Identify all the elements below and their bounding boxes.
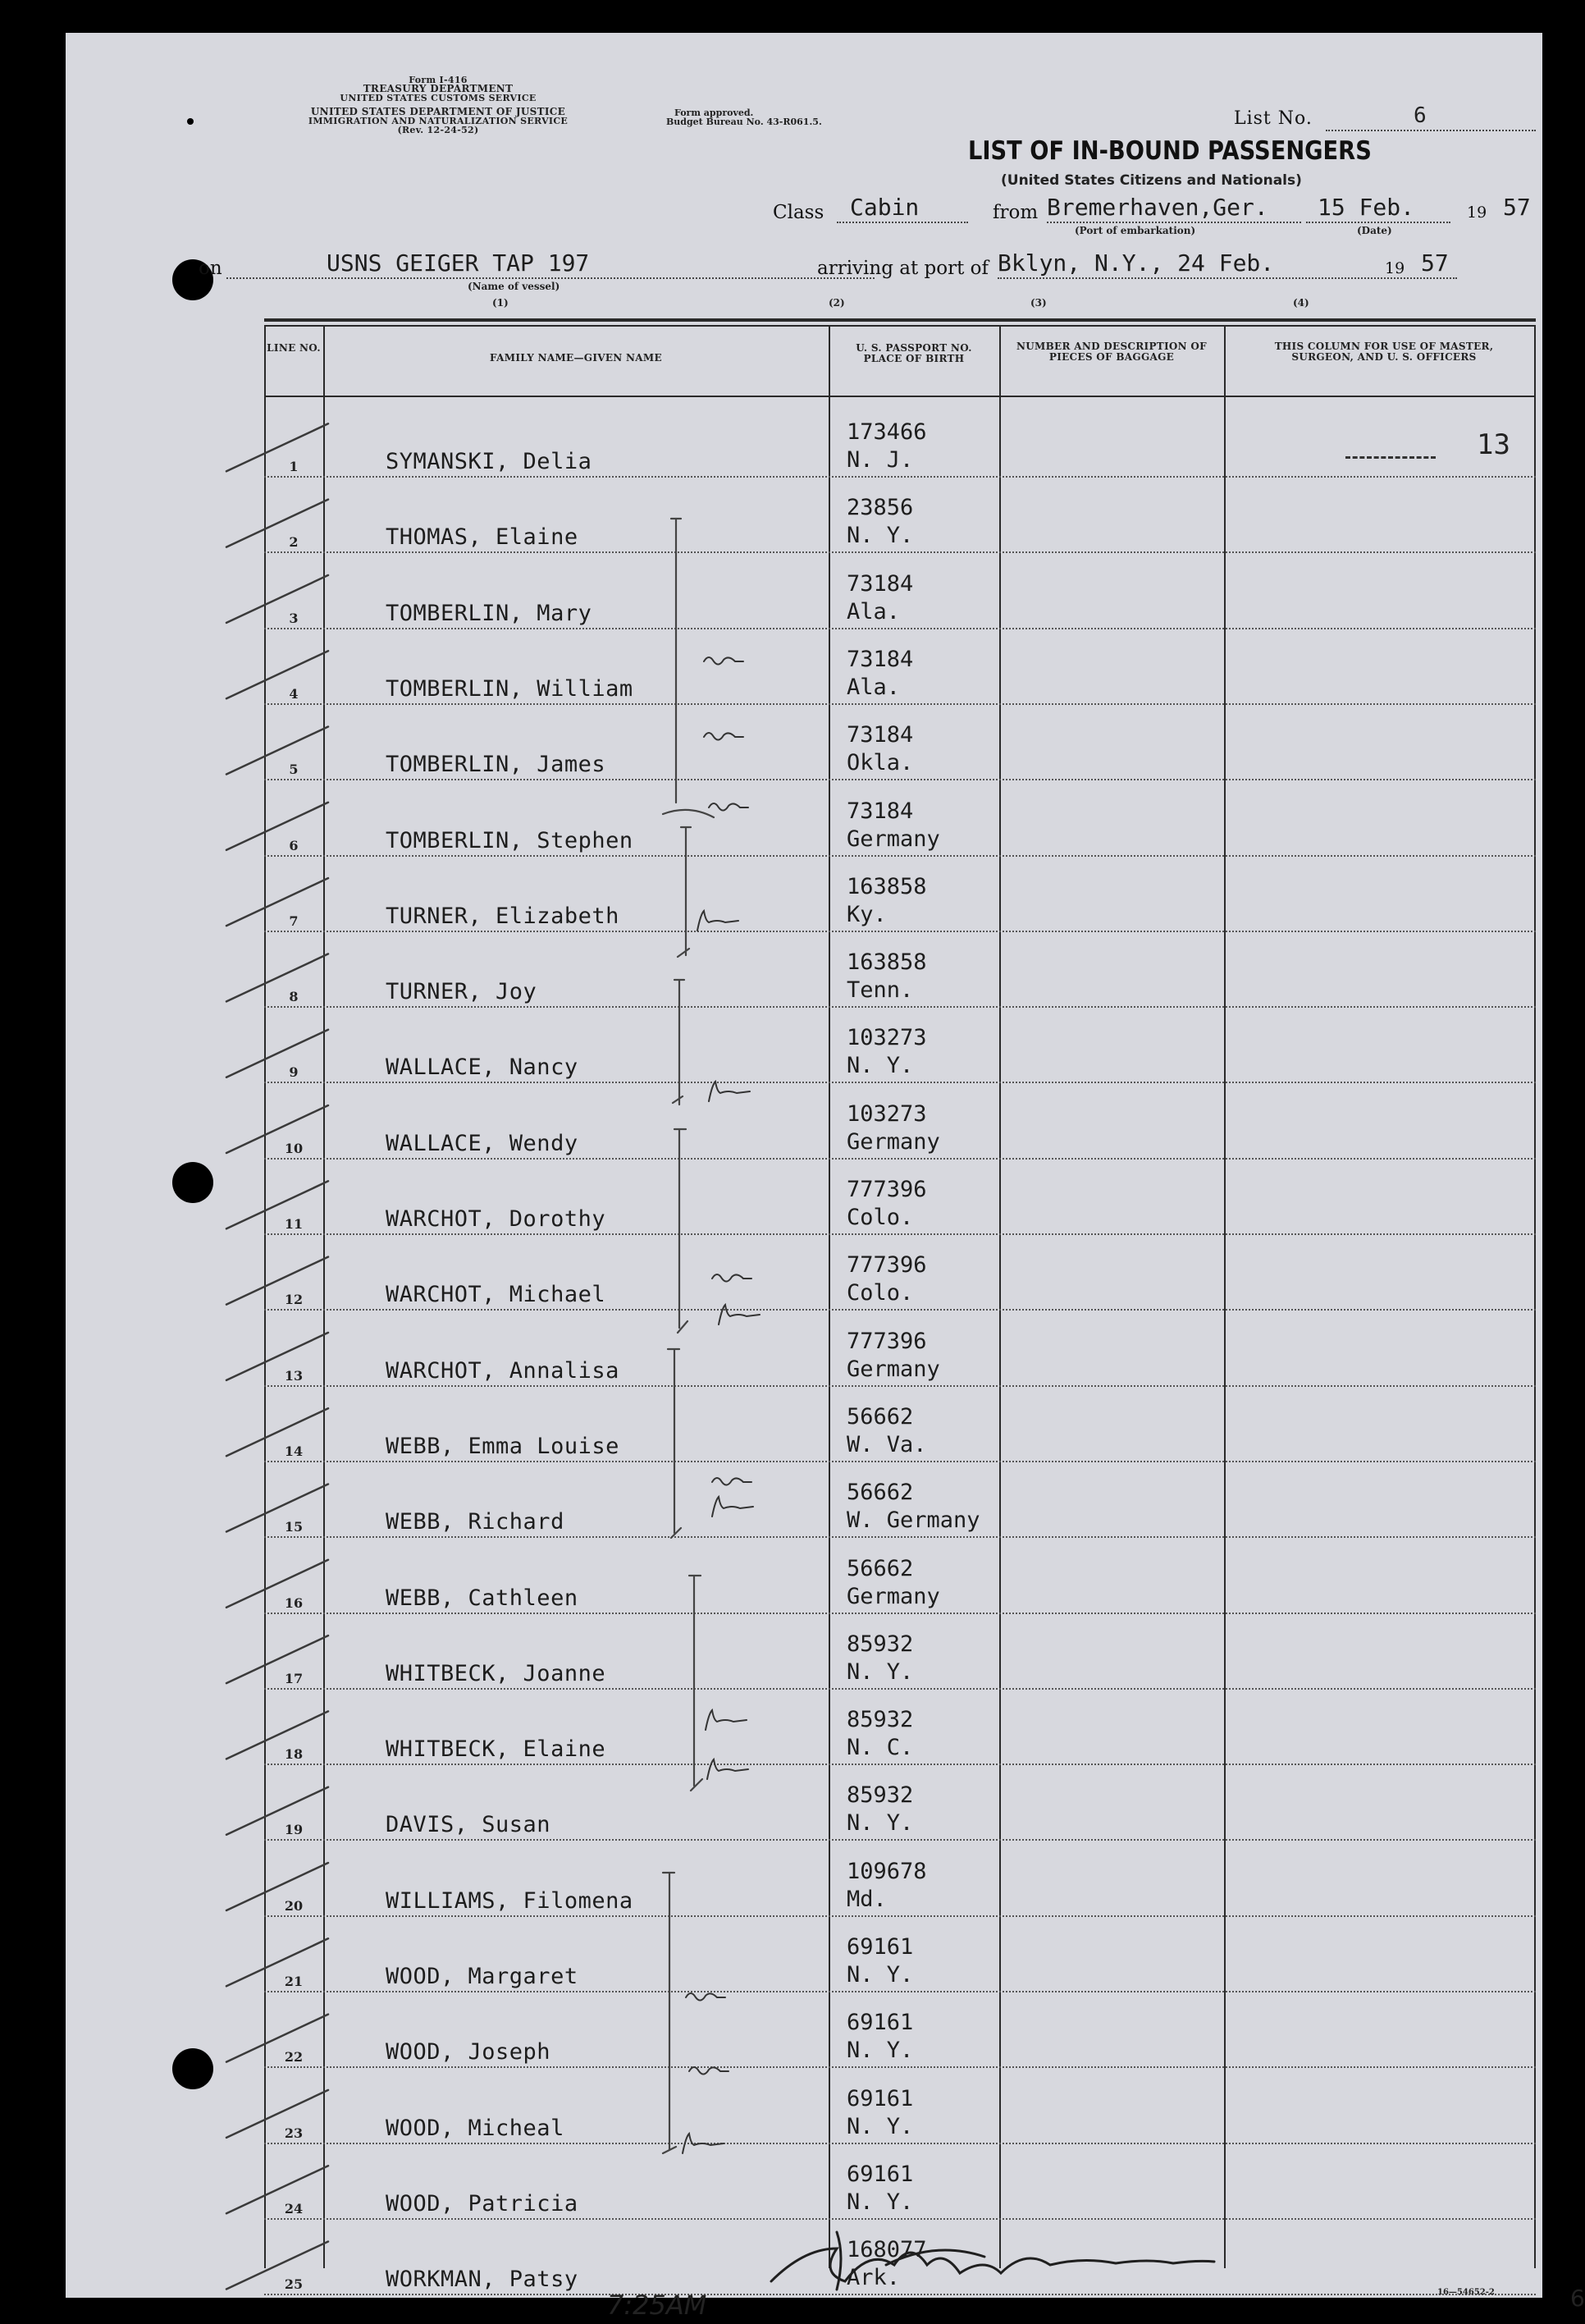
passenger-name: WORKMAN, Patsy xyxy=(386,2267,578,2293)
line-number: 3 xyxy=(289,610,299,626)
check-mark xyxy=(226,954,328,1001)
line-number: 6 xyxy=(289,837,299,853)
check-mark xyxy=(226,575,328,623)
check-mark xyxy=(226,1105,328,1153)
arrival-port-date: Bklyn, N.Y., 24 Feb. xyxy=(998,249,1275,277)
treasury-dept: TREASURY DEPARTMENT xyxy=(363,83,514,94)
line-number: 9 xyxy=(289,1064,299,1081)
line-number: 14 xyxy=(284,1443,304,1459)
place-of-birth: Germany xyxy=(847,1583,940,1609)
check-mark xyxy=(226,1787,328,1838)
passenger-name: TOMBERLIN, James xyxy=(386,752,606,778)
line-number: 21 xyxy=(284,1974,304,1989)
class-value: Cabin xyxy=(850,194,920,221)
line-number: 7 xyxy=(289,913,299,929)
customs-service: UNITED STATES CUSTOMS SERVICE xyxy=(340,93,537,103)
passport-number: 69161 xyxy=(847,2085,914,2111)
check-mark xyxy=(226,1560,328,1608)
place-of-birth: Ala. xyxy=(847,598,901,624)
check-mark xyxy=(226,1485,328,1532)
line-number: 10 xyxy=(284,1140,304,1156)
place-of-birth: N. Y. xyxy=(847,1053,914,1079)
passport-number: 85932 xyxy=(847,1782,914,1809)
passport-number: 73184 xyxy=(847,570,914,597)
check-mark xyxy=(226,2090,328,2138)
form-code: 16—54652-2 xyxy=(1437,2288,1495,2297)
col-num-3: (3) xyxy=(1030,297,1047,309)
passport-number: 56662 xyxy=(847,1555,914,1581)
line-number: 16 xyxy=(284,1594,304,1611)
passenger-name: WEBB, Emma Louise xyxy=(386,1433,619,1459)
check-mark xyxy=(226,423,328,471)
check-mark xyxy=(226,1257,328,1308)
place-of-birth: Okla. xyxy=(847,750,914,776)
passenger-name: WARCHOT, Dorothy xyxy=(386,1206,606,1232)
budget-bureau-text: Budget Bureau No. 43-R061.5. xyxy=(666,117,822,127)
passenger-name: WILLIAMS, Filomena xyxy=(386,1887,633,1914)
passenger-name: WOOD, Patricia xyxy=(386,2190,578,2216)
line-number: 25 xyxy=(284,2276,304,2293)
passport-number: 163858 xyxy=(847,873,927,899)
passenger-name: TOMBERLIN, Stephen xyxy=(386,827,633,853)
date-caption: (Date) xyxy=(1357,225,1392,236)
port-embarkation: Bremerhaven,Ger. xyxy=(1047,194,1268,221)
check-mark xyxy=(226,1030,328,1077)
check-mark xyxy=(226,1711,328,1759)
col-num-1: (1) xyxy=(492,297,509,309)
passport-number: 777396 xyxy=(847,1177,927,1202)
time-note: 7:25AM xyxy=(607,2290,707,2321)
passenger-name: TURNER, Elizabeth xyxy=(386,903,619,929)
line-number: 13 xyxy=(284,1367,304,1384)
passport-number: 85932 xyxy=(847,1707,914,1733)
on-label: on xyxy=(199,258,222,279)
relation-marks xyxy=(683,657,760,2153)
year-prefix-2: 19 xyxy=(1385,259,1405,277)
form-number: Form I-416 xyxy=(409,75,468,85)
check-marks xyxy=(226,423,328,2289)
passenger-name: WHITBECK, Elaine xyxy=(386,1736,606,1763)
passenger-name: DAVIS, Susan xyxy=(386,1812,551,1838)
page-subtitle: (United States Citizens and Nationals) xyxy=(1001,172,1302,189)
place-of-birth: Colo. xyxy=(847,1280,914,1306)
place-of-birth: Colo. xyxy=(847,1205,914,1230)
ins-service: IMMIGRATION AND NATURALIZATION SERVICE xyxy=(308,116,569,126)
check-mark xyxy=(226,803,328,850)
check-mark xyxy=(226,1181,328,1228)
line-number: 2 xyxy=(289,534,299,551)
line-number: 4 xyxy=(289,685,299,702)
place-of-birth: N. Y. xyxy=(847,523,914,549)
passenger-name: WALLACE, Wendy xyxy=(386,1130,578,1156)
place-of-birth: N. C. xyxy=(847,1735,914,1761)
page-title: LIST OF IN-BOUND PASSENGERS xyxy=(968,136,1372,166)
from-label: from xyxy=(993,202,1039,223)
manifest-page xyxy=(66,33,1585,2321)
passenger-name: TURNER, Joy xyxy=(386,979,537,1005)
depart-year: 57 xyxy=(1503,194,1531,221)
place-of-birth: Md. xyxy=(847,1886,887,1912)
passport-number: 109678 xyxy=(847,1858,927,1884)
family-brackets xyxy=(663,519,714,2153)
passenger-name: TOMBERLIN, Mary xyxy=(386,600,592,626)
port-caption: (Port of embarkation) xyxy=(1075,225,1196,236)
year-prefix: 19 xyxy=(1467,204,1487,222)
arrival-year: 57 xyxy=(1421,249,1449,277)
line-number: 19 xyxy=(284,1822,304,1838)
passenger-name: WALLACE, Nancy xyxy=(386,1054,578,1081)
passenger-name: WOOD, Margaret xyxy=(386,1964,578,1989)
passenger-name: WEBB, Richard xyxy=(386,1509,564,1535)
line-number: 22 xyxy=(284,2049,304,2066)
passenger-name: WHITBECK, Joanne xyxy=(386,1660,606,1686)
passenger-name: WARCHOT, Annalisa xyxy=(386,1357,619,1384)
passport-number: 163858 xyxy=(847,949,927,976)
col-num-4: (4) xyxy=(1293,297,1309,309)
header-line-no: LINE NO. xyxy=(267,342,321,354)
line-number: 8 xyxy=(289,989,299,1005)
line-number: 23 xyxy=(284,2125,304,2141)
passenger-name: SYMANSKI, Delia xyxy=(386,449,592,474)
passport-number: 23856 xyxy=(847,495,914,521)
place-of-birth: N. Y. xyxy=(847,2189,914,2215)
line-number: 1 xyxy=(289,459,299,474)
passport-number: 777396 xyxy=(847,1252,927,1279)
passport-number: 777396 xyxy=(847,1328,927,1354)
check-mark xyxy=(226,2015,328,2062)
place-of-birth: W. Germany xyxy=(847,1507,980,1534)
place-of-birth: N. Y. xyxy=(847,1810,914,1837)
place-of-birth: W. Va. xyxy=(847,1431,927,1457)
passport-number: 69161 xyxy=(847,2010,914,2036)
check-mark xyxy=(226,1408,328,1456)
line-number: 15 xyxy=(284,1519,304,1535)
line-number: 24 xyxy=(284,2200,304,2216)
place-of-birth: Ky. xyxy=(847,901,887,927)
passenger-name: THOMAS, Elaine xyxy=(386,524,578,551)
passport-number: 69161 xyxy=(847,2161,914,2187)
vessel-name: USNS GEIGER TAP 197 xyxy=(327,249,590,277)
form-approved-text: Form approved. xyxy=(674,108,754,118)
check-mark xyxy=(226,651,328,698)
officer-note: 13 xyxy=(1477,428,1510,461)
check-mark xyxy=(226,1635,328,1683)
place-of-birth: Ala. xyxy=(847,674,901,700)
header-officers: THIS COLUMN FOR USE OF MASTER, SURGEON, AND U. S. OFFICERS xyxy=(1274,341,1494,363)
passenger-name: TOMBERLIN, William xyxy=(386,675,633,702)
passport-number: 173466 xyxy=(847,419,927,445)
header-baggage: NUMBER AND DESCRIPTION OF PIECES OF BAGGAGE xyxy=(1016,341,1207,363)
passenger-name: WOOD, Joseph xyxy=(386,2039,551,2066)
check-mark xyxy=(226,2166,328,2213)
line-number: 20 xyxy=(284,1897,304,1914)
passport-number: 103273 xyxy=(847,1025,927,1051)
passenger-name: WOOD, Micheal xyxy=(386,2115,564,2141)
header-name: FAMILY NAME—GIVEN NAME xyxy=(490,352,662,364)
check-mark xyxy=(226,1333,328,1380)
check-mark xyxy=(226,878,328,926)
line-number: 17 xyxy=(284,1670,304,1686)
passport-number: 69161 xyxy=(847,1934,914,1960)
header-passport: U. S. PASSPORT NO. PLACE OF BIRTH xyxy=(856,342,972,364)
place-of-birth: Germany xyxy=(847,826,940,852)
place-of-birth: N. Y. xyxy=(847,2113,914,2139)
passport-number: 73184 xyxy=(847,646,914,672)
check-mark xyxy=(226,500,328,547)
form-revision: (Rev. 12-24-52) xyxy=(397,125,479,135)
list-no-value: 6 xyxy=(1414,103,1427,128)
place-of-birth: Tenn. xyxy=(847,977,914,1004)
passenger-name: WEBB, Cathleen xyxy=(386,1585,578,1611)
check-mark xyxy=(226,1938,328,1986)
place-of-birth: Ark. xyxy=(847,2265,901,2291)
line-number: 5 xyxy=(289,762,299,778)
passenger-name: WARCHOT, Michael xyxy=(386,1282,606,1308)
place-of-birth: N. Y. xyxy=(847,2038,914,2064)
passport-number: 56662 xyxy=(847,1480,914,1506)
justice-dept: UNITED STATES DEPARTMENT OF JUSTICE xyxy=(310,106,566,117)
passport-number: 168077 xyxy=(847,2237,927,2263)
place-of-birth: N. Y. xyxy=(847,1658,914,1685)
place-of-birth: Germany xyxy=(847,1356,940,1382)
line-number: 11 xyxy=(284,1216,304,1232)
inspector-signature xyxy=(771,2232,1214,2290)
line-number: 12 xyxy=(284,1292,304,1308)
passport-number: 73184 xyxy=(847,798,914,824)
list-no-label: List No. xyxy=(1234,108,1313,129)
passport-number: 103273 xyxy=(847,1100,927,1127)
depart-date: 15 Feb. xyxy=(1318,194,1415,221)
check-mark xyxy=(226,1863,328,1910)
arriving-label: arriving at port of xyxy=(817,258,989,279)
check-mark xyxy=(226,2242,328,2293)
place-of-birth: Germany xyxy=(847,1128,940,1155)
place-of-birth: N. Y. xyxy=(847,1962,914,1988)
class-label: Class xyxy=(773,202,824,223)
vessel-caption: (Name of vessel) xyxy=(468,281,560,292)
col-num-2: (2) xyxy=(829,297,845,309)
line-number: 18 xyxy=(284,1746,304,1763)
check-mark xyxy=(226,727,328,778)
passport-number: 56662 xyxy=(847,1403,914,1430)
place-of-birth: N. J. xyxy=(847,447,914,473)
passport-number: 73184 xyxy=(847,722,914,748)
passport-number: 85932 xyxy=(847,1631,914,1657)
page-mark: 6 xyxy=(1570,2285,1585,2312)
handwriting-overlay xyxy=(66,33,1542,2298)
